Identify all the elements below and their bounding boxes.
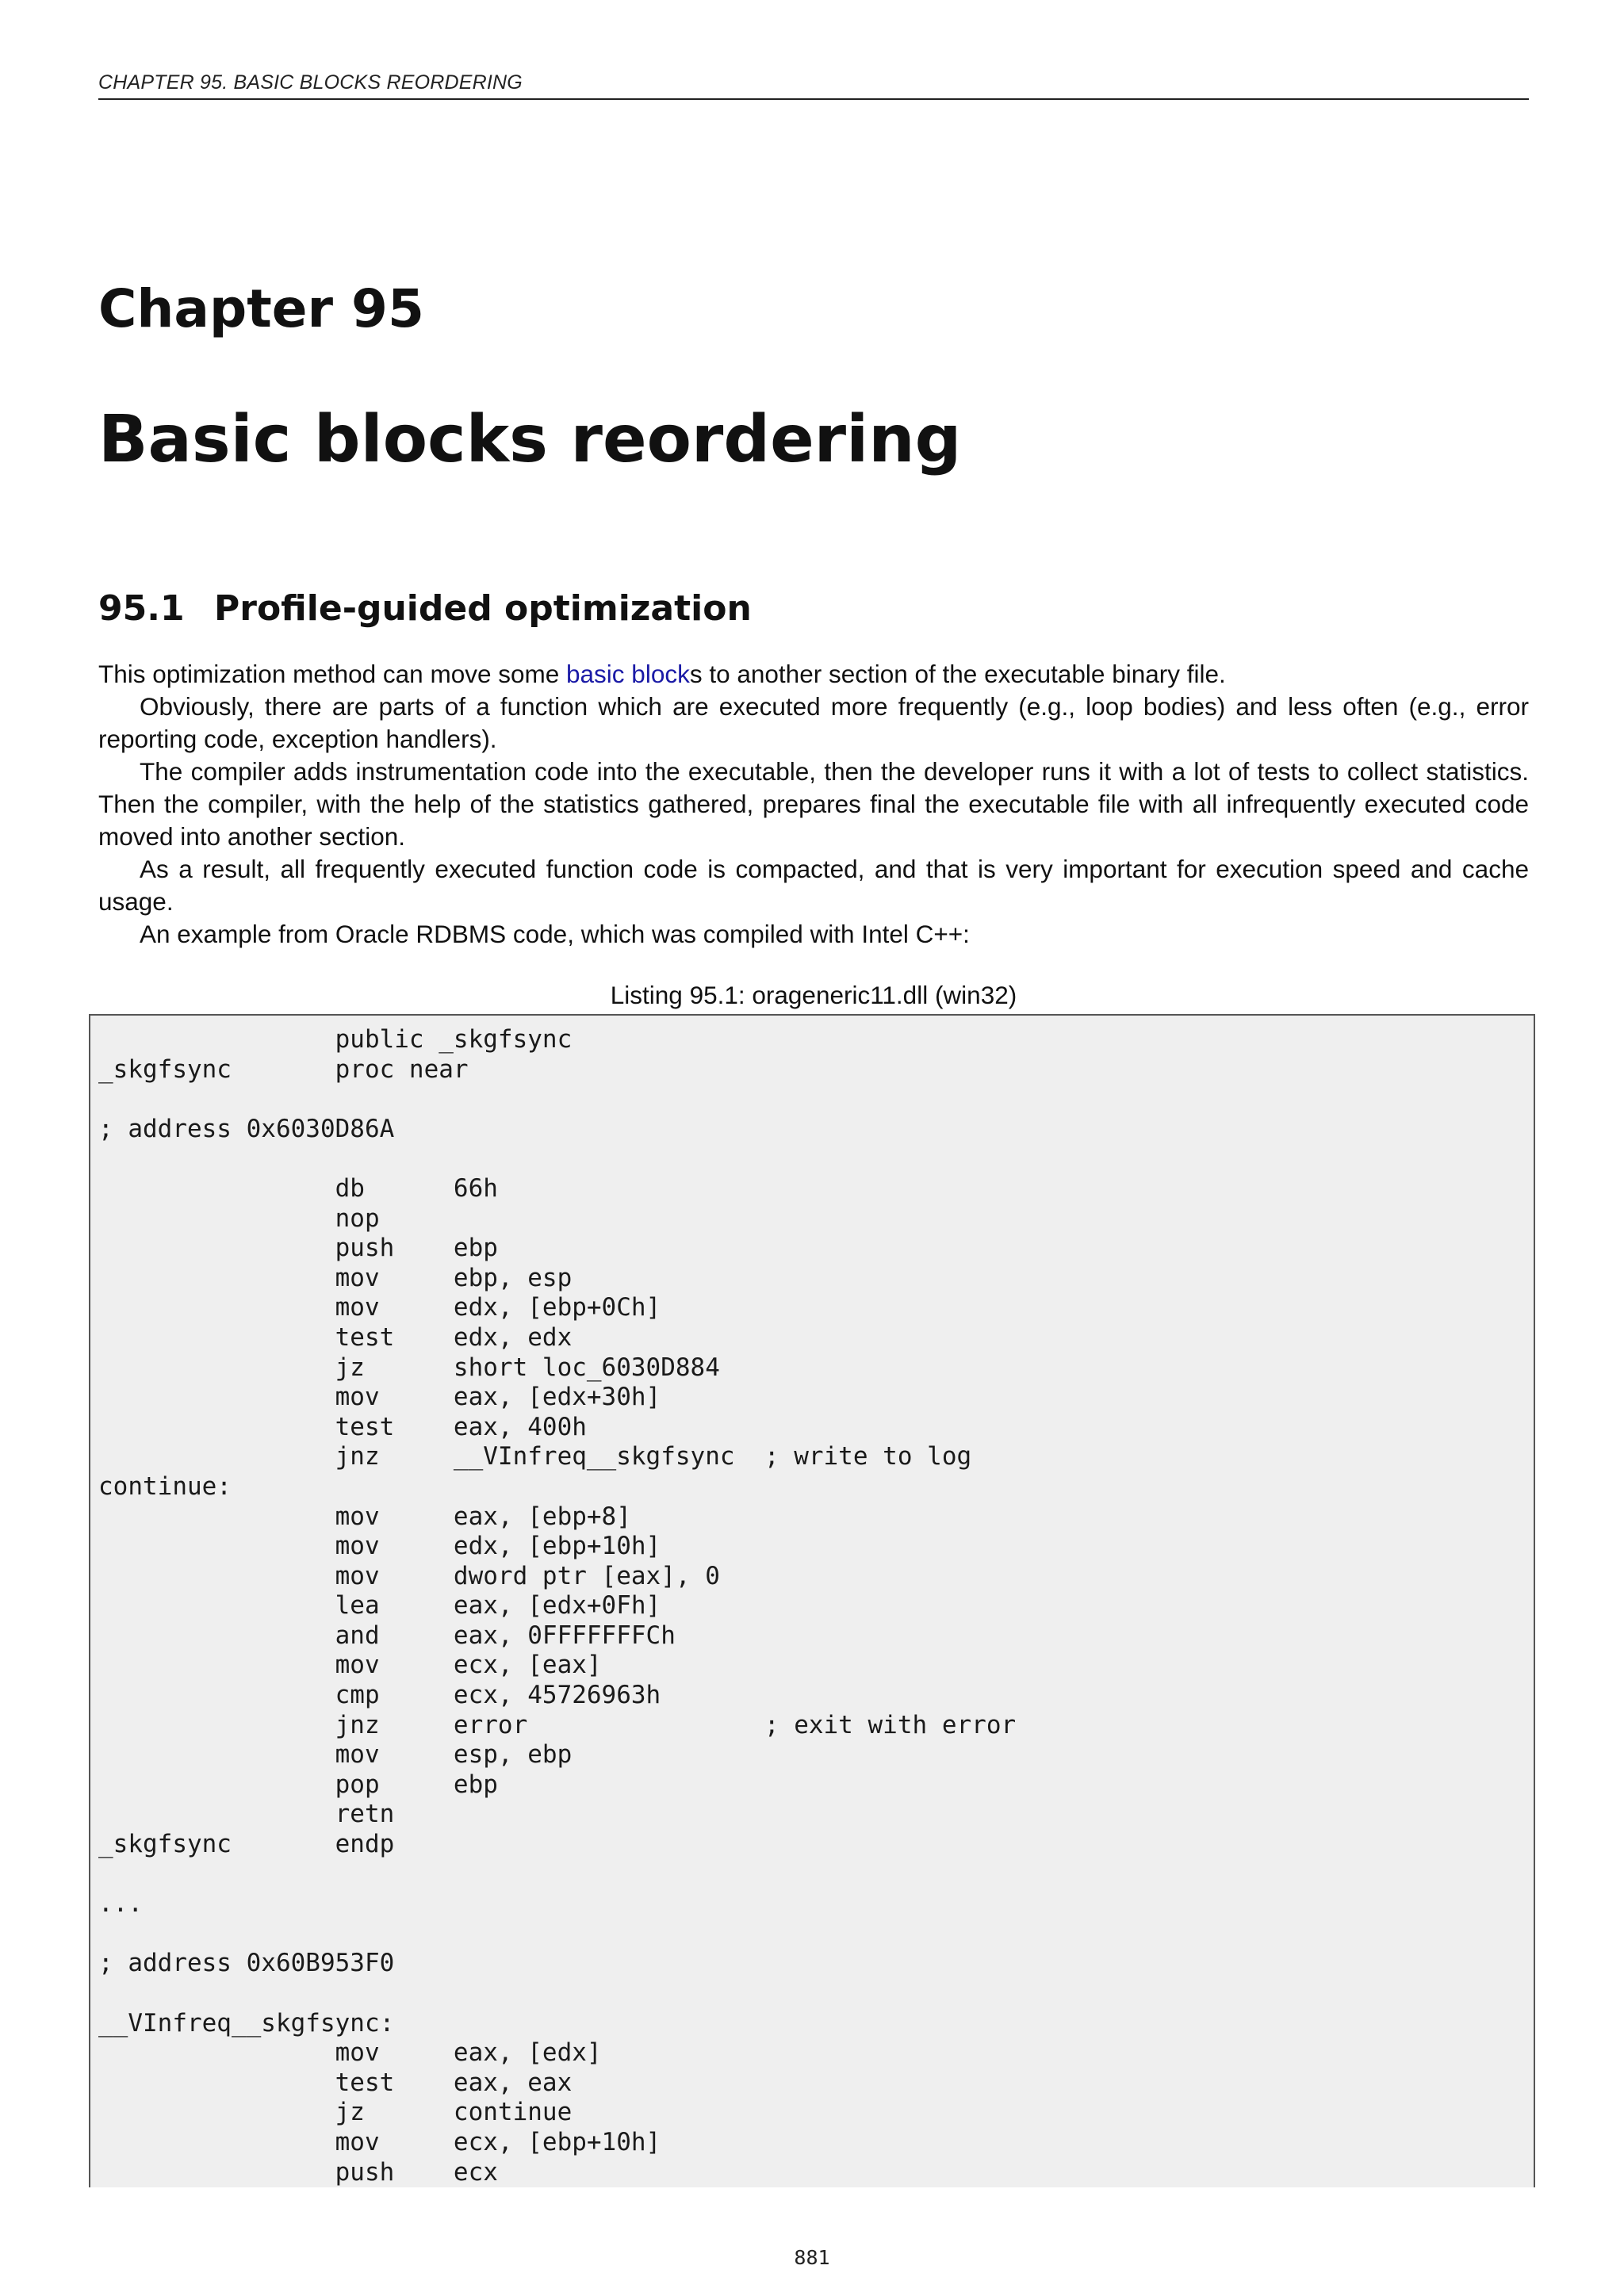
paragraph: Obviously, there are parts of a function which are executed more frequently (e.g., loop bodies) and less often (e.g., error reporting code, exception handlers). [98,692,1529,753]
basic-block-link[interactable]: basic block [566,660,690,688]
running-header [98,68,1529,100]
section-number: 95.1 [98,588,185,629]
code-listing [89,1014,1535,2187]
running-header-text: CHAPTER 95. BASIC BLOCKS REORDERING [98,71,523,94]
section-heading [98,585,752,633]
paragraph [98,658,1529,691]
page-number: 881 [794,2246,830,2269]
body-text [98,658,1529,951]
paragraph-text: s to another section of the executable binary file. [689,660,1226,688]
section-title: Profile-guided optimization [214,588,752,629]
code-block: public _skgfsync _skgfsync proc near ; address 0x6030D86A db 66h nop push ebp mov ebp, esp mov edx, [ebp+0Ch] test edx, edx jz short loc_6030D884 mov eax, [edx+30h] test eax, 400h jnz __VInfreq__skgfsync ; write to log continue: mov eax, [ebp+8] mov edx, [ebp+10h] mov dword ptr [eax], 0 lea eax, [edx+0Fh] and eax, 0FFFFFFFCh mov ecx, [eax] cmp ecx, 45726963h jnz error ; exit with error mov esp, ebp pop ebp retn _skgfsync endp ... ; address 0x60B953F0 __VInfreq__skgfsync: mov eax, [edx] test eax, eax jz continue mov ecx, [ebp+10h] push ecx [98,1025,1017,2187]
paragraph: The compiler adds instrumentation code into the executable, then the developer runs it with a lot of tests to collect statistics. Then the compiler, with the help of the statistics gathered, prepares final the executable file with all infrequently executed code moved into another section. [98,757,1529,851]
listing-caption: Listing 95.1: orageneric11.dll (win32) [610,981,1017,1009]
chapter-label: Chapter 95 [98,278,424,339]
chapter-title: Basic blocks reordering [98,402,962,477]
paragraph: As a result, all frequently executed function code is compacted, and that is very important for execution speed and cache usage. [98,855,1529,916]
paragraph-text: This optimization method can move some [98,660,567,688]
paragraph: An example from Oracle RDBMS code, which was compiled with Intel C++: [140,920,970,948]
